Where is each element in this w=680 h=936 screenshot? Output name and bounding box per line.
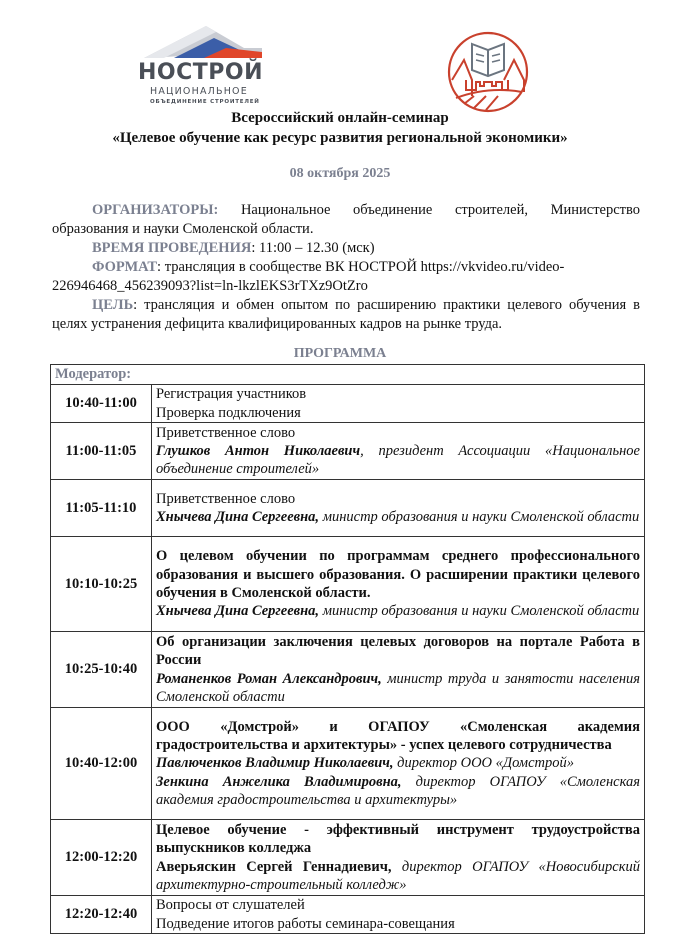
event-date: 08 октября 2025 bbox=[289, 166, 391, 181]
row-speaker-block bbox=[156, 442, 640, 479]
speaker-name: Романенков Роман Александрович, bbox=[156, 670, 382, 687]
time-label: ВРЕМЯ ПРОВЕДЕНИЯ bbox=[92, 240, 252, 256]
event-info bbox=[52, 201, 640, 334]
row-description bbox=[152, 820, 645, 896]
smolensk-emblem-icon bbox=[444, 30, 532, 114]
table-row bbox=[51, 423, 645, 480]
row-time: 11:05-11:10 bbox=[51, 480, 152, 537]
table-row bbox=[51, 632, 645, 708]
program-table bbox=[50, 364, 645, 934]
row-description bbox=[152, 423, 645, 480]
nostroy-subtitle-1: НАЦИОНАЛЬНОЕ bbox=[150, 86, 248, 97]
format-text[interactable]: : трансляция в сообществе ВК НОСТРОЙ https://vkvideo.ru/video-226946468_456239093?list=ln-lkzlEKS3rTXz9OtZro bbox=[52, 259, 565, 294]
row-topic: О целевом обучении по программам среднего профессионального образования и высшего образования. О расширении практики целевого обучения в Смоленской области. bbox=[156, 548, 640, 601]
roof-tricolor-icon bbox=[144, 26, 264, 60]
row-speaker-block bbox=[156, 754, 640, 772]
nostroy-subtitle-2: ОБЪЕДИНЕНИЕ СТРОИТЕЛЕЙ bbox=[150, 99, 260, 105]
goal-paragraph bbox=[52, 296, 640, 334]
table-row bbox=[51, 537, 645, 632]
moderator-label: Модератор: bbox=[51, 365, 645, 385]
row-time: 11:00-11:05 bbox=[51, 423, 152, 480]
row-description bbox=[152, 385, 645, 423]
row-intro: Приветственное слово bbox=[156, 490, 296, 507]
organizers-label: ОРГАНИЗАТОРЫ: bbox=[92, 202, 219, 218]
speaker-name: Глушков Антон Николаевич bbox=[156, 442, 361, 459]
program-title: ПРОГРАММА bbox=[293, 346, 387, 361]
row-speaker-block bbox=[156, 858, 640, 895]
row-intro: Приветственное слово bbox=[156, 424, 296, 441]
row-time: 10:25-10:40 bbox=[51, 632, 152, 708]
row-description bbox=[152, 632, 645, 708]
row-topic: Целевое обучение - эффективный инструмент трудоустройства выпускников колледжа bbox=[156, 821, 640, 857]
row-description bbox=[152, 896, 645, 934]
speaker-role: министр образования и науки Смоленской области bbox=[319, 603, 640, 620]
speaker-role: министр труда и занятости населения Смоленской области bbox=[156, 670, 641, 705]
logo-bar bbox=[0, 22, 680, 112]
row-description bbox=[152, 708, 645, 820]
nostroy-brand: НОСТРОЙ bbox=[138, 60, 264, 85]
moderator-row bbox=[51, 365, 645, 385]
format-label: ФОРМАТ bbox=[92, 259, 158, 275]
speaker-role: директор ООО «Домстрой» bbox=[393, 755, 574, 772]
row-line: Проверка подключения bbox=[156, 404, 301, 421]
speaker-role: , президент Ассоциации «Национальное объединение строителей» bbox=[156, 442, 640, 478]
goal-text: : трансляция и обмен опытом по расширению практики целевого обучения в целях устранения дефицита квалифицированных кадров на рынке труда. bbox=[52, 297, 640, 332]
speaker-role: директор ОГАПОУ «Новосибирский архитектурно-строительный колледж» bbox=[156, 858, 640, 893]
row-time: 12:20-12:40 bbox=[51, 896, 152, 934]
table-row bbox=[51, 385, 645, 423]
speaker-name: Павлюченков Владимир Николаевич, bbox=[156, 755, 394, 772]
table-row bbox=[51, 820, 645, 896]
time-text: : 11:00 – 12.30 (мск) bbox=[251, 240, 375, 256]
title-line-2: «Целевое обучение как ресурс развития региональной экономики» bbox=[112, 130, 568, 146]
page-title bbox=[0, 108, 680, 148]
speaker-name: Хнычева Дина Сергеевна, bbox=[156, 603, 320, 620]
title-line-1: Всероссийский онлайн-семинар bbox=[231, 110, 449, 126]
row-time: 10:10-10:25 bbox=[51, 537, 152, 632]
time-paragraph bbox=[52, 239, 640, 258]
row-description bbox=[152, 537, 645, 632]
speaker-name: Хнычева Дина Сергеевна, bbox=[156, 509, 320, 525]
speaker-name: Аверьяскин Сергей Геннадиевич, bbox=[156, 858, 392, 875]
row-topic: Об организации заключения целевых договоров на портале Работа в России bbox=[156, 633, 640, 669]
organizers-text: Национальное объединение строителей, Министерство образования и науки Смоленской области. bbox=[52, 202, 640, 237]
row-line: Подведение итогов работы семинара-совещания bbox=[156, 915, 455, 932]
row-speaker-block bbox=[156, 773, 640, 810]
speaker-name: Зенкина Анжелика Владимировна, bbox=[156, 773, 402, 790]
row-description bbox=[152, 480, 645, 537]
goal-label: ЦЕЛЬ bbox=[92, 297, 134, 313]
row-topic: ООО «Домстрой» и ОГАПОУ «Смоленская академия градостроительства и архитектуры» - успех целевого сотрудничества bbox=[156, 718, 640, 754]
organizers-paragraph bbox=[52, 201, 640, 239]
table-row bbox=[51, 480, 645, 537]
nostroy-logo bbox=[136, 26, 266, 110]
row-line: Регистрация участников bbox=[156, 386, 307, 403]
row-line: Вопросы от слушателей bbox=[156, 897, 305, 914]
speaker-role: директор ОГАПОУ «Смоленская академия градостроительства и архитектуры» bbox=[156, 773, 640, 808]
row-time: 12:00-12:20 bbox=[51, 820, 152, 896]
speaker-role: министр образования и науки Смоленской области bbox=[319, 509, 640, 525]
row-speaker-block bbox=[156, 508, 640, 526]
row-speaker-block bbox=[156, 602, 640, 620]
table-row bbox=[51, 708, 645, 820]
row-time: 10:40-12:00 bbox=[51, 708, 152, 820]
row-time: 10:40-11:00 bbox=[51, 385, 152, 423]
table-row bbox=[51, 896, 645, 934]
row-speaker-block bbox=[156, 670, 640, 707]
format-paragraph bbox=[52, 258, 640, 296]
